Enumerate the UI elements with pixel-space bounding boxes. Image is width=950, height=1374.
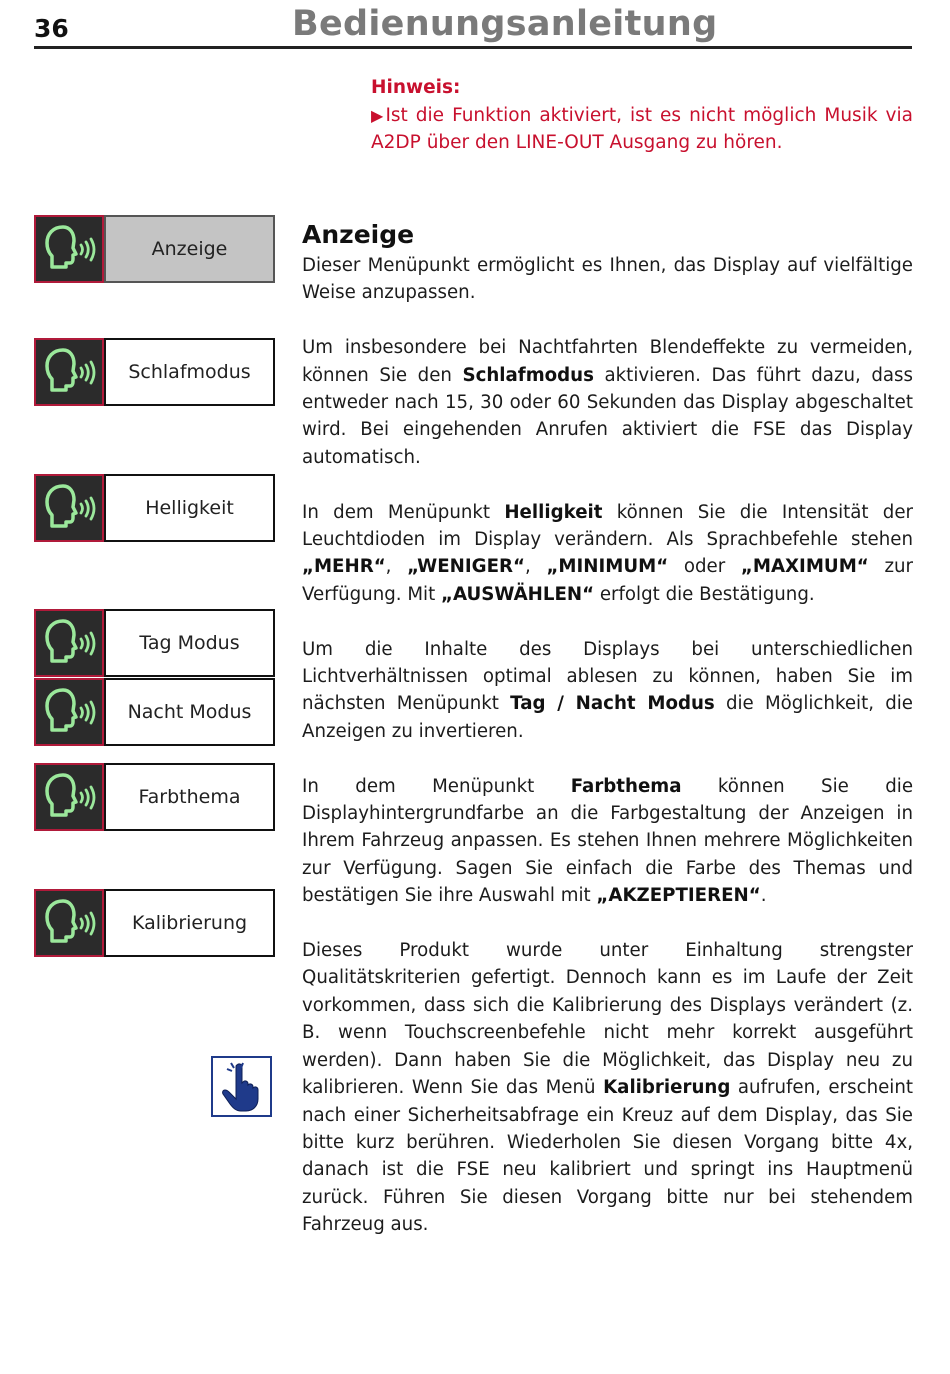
voice-head-icon — [34, 678, 104, 746]
voice-head-icon — [34, 338, 104, 406]
menu-label: Tag Modus — [104, 609, 275, 677]
voice-head-icon — [34, 763, 104, 831]
voice-head-icon — [34, 889, 104, 957]
menu-item-tag-modus[interactable] — [34, 609, 275, 677]
voice-head-icon — [34, 609, 104, 677]
menu-label: Schlafmodus — [104, 338, 275, 406]
note-body: Ist die Funktion aktiviert, ist es nicht möglich Musik via A2DP über den LINE-OUT Ausgang zu hören. — [371, 104, 913, 153]
note-text — [371, 102, 913, 157]
intro-paragraph: Dieser Menüpunkt ermöglicht es Ihnen, das Display auf vielfältige Weise anzupassen. — [302, 255, 913, 304]
schlafmodus-paragraph: Um insbesondere bei Nachtfahrten Blendeffekte zu vermeiden, können Sie den Schlafmodus aktivieren. Das führt dazu, dass entweder nach 15, 30 oder 60 Sekunden das Display abgeschaltet wird. Bei eingehenden Anrufen aktiviert die FSE das Display automatisch. — [302, 337, 913, 468]
tag-nacht-paragraph: Um die Inhalte des Displays bei unterschiedlichen Lichtverhältnissen optimal ablesen zu können, haben Sie im nächsten Menüpunkt Tag / Nacht Modus die Möglichkeit, die Anzeigen zu invertieren. — [302, 638, 913, 742]
farbthema-paragraph: In dem Menüpunkt Farbthema können Sie die Displayhintergrundfarbe an die Farbgestaltung der Anzeigen in Ihrem Fahrzeug anpassen. Es stehen Ihnen mehrere Möglichkeiten zur Verfügung. Sagen Sie einfach die Farbe des Themas und bestätigen Sie ihre Auswahl mit „AKZEPTIEREN“. — [302, 775, 914, 907]
pointing-hand-icon — [211, 1056, 272, 1117]
menu-label: Nacht Modus — [104, 678, 275, 746]
menu-item-nacht-modus[interactable] — [34, 678, 275, 746]
kalibrierung-paragraph: Dieses Produkt wurde unter Einhaltung strengster Qualitätskriterien gefertigt. Dennoch kann es im Laufe der Zeit vorkommen, dass sich die Kalibrierung des Displays verändert (z. B. wenn Touchscreenbefehle nicht mehr korrekt ausgeführt werden). Dann haben Sie die Möglichkeit, das Display neu zu kalibrieren. Wenn Sie das Menü Kalibrierung aufrufen, erscheint nach einer Sicherheitsabfrage ein Kreuz auf dem Display, das Sie bitte kurz berühren. Wiederholen Sie diesen Vorgang bitte 4x, danach ist die FSE neu kalibriert und springt ins Hauptmenü zurück. Führen Sie diesen Vorgang bitte nur bei stehendem Fahrzeug aus. — [302, 940, 913, 1236]
note-box — [371, 74, 913, 157]
menu-label: Anzeige — [104, 215, 275, 283]
voice-head-icon — [34, 474, 104, 542]
page-number: 36 — [34, 14, 69, 43]
helligkeit-paragraph: In dem Menüpunkt Helligkeit können Sie die Intensität der Leuchtdioden im Display verändern. Als Sprachbefehle stehen „MEHR“, „WENIGER“, „MINIMUM“ oder „MAXIMUM“ zur Verfügung. Mit „AUSWÄHLEN“ erfolgt die Bestätigung. — [302, 501, 913, 605]
menu-item-farbthema[interactable] — [34, 763, 275, 831]
main-content — [302, 218, 913, 1266]
menu-item-kalibrierung[interactable] — [34, 889, 275, 957]
note-title: Hinweis: — [371, 77, 461, 98]
menu-item-schlafmodus[interactable] — [34, 338, 275, 406]
menu-label: Kalibrierung — [104, 889, 275, 957]
header-rule — [34, 46, 912, 49]
menu-item-helligkeit[interactable] — [34, 474, 275, 542]
voice-head-icon — [34, 215, 104, 283]
menu-item-anzeige[interactable] — [34, 215, 275, 283]
note-arrow-icon: ▶ — [371, 105, 386, 125]
section-heading: Anzeige — [302, 220, 415, 249]
menu-label: Farbthema — [104, 763, 275, 831]
menu-label: Helligkeit — [104, 474, 275, 542]
page-title: Bedienungsanleitung — [292, 4, 718, 44]
